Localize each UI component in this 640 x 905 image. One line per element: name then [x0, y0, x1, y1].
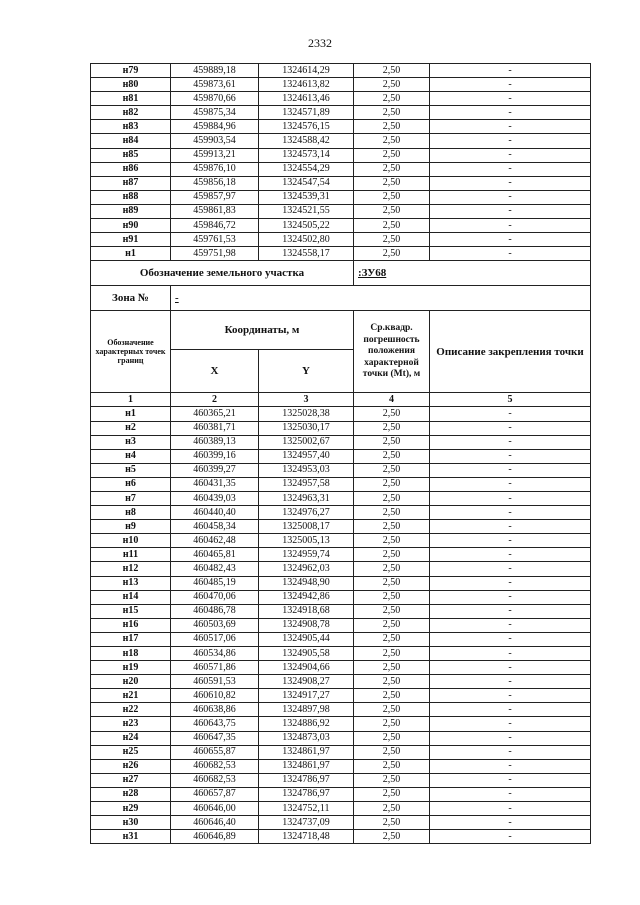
coord-x: 459873,61: [171, 78, 259, 92]
header-point-designation: Обозначение характерных точек границ: [95, 338, 166, 366]
table-row: [91, 162, 591, 176]
fixation-desc: -: [430, 590, 591, 604]
header-num: 3: [259, 393, 354, 407]
table-row: [91, 233, 591, 247]
error-value: 2,50: [354, 162, 430, 176]
point-id: н83: [91, 120, 171, 134]
fixation-desc: -: [430, 463, 591, 477]
table-row: [91, 703, 591, 717]
header-num: 2: [171, 393, 259, 407]
coord-y: 1324588,42: [259, 134, 354, 148]
error-value: 2,50: [354, 491, 430, 505]
point-id: н15: [91, 604, 171, 618]
coord-y: 1324897,98: [259, 703, 354, 717]
parcel-value: :ЗУ68: [358, 267, 387, 280]
fixation-desc: -: [430, 787, 591, 801]
point-id: н27: [91, 773, 171, 787]
error-value: 2,50: [354, 449, 430, 463]
point-id: н13: [91, 576, 171, 590]
error-value: 2,50: [354, 661, 430, 675]
fixation-desc: -: [430, 491, 591, 505]
coord-y: 1324861,97: [259, 759, 354, 773]
point-id: н1: [91, 407, 171, 421]
coord-y: 1324521,55: [259, 204, 354, 218]
coordinates-table: [90, 63, 591, 844]
error-value: 2,50: [354, 717, 430, 731]
point-id: н10: [91, 534, 171, 548]
point-id: н85: [91, 148, 171, 162]
table-row: [91, 506, 591, 520]
error-value: 2,50: [354, 745, 430, 759]
table-row: [91, 204, 591, 218]
table-row: [91, 190, 591, 204]
header-num: 5: [430, 393, 591, 407]
point-id: н31: [91, 830, 171, 844]
point-id: н18: [91, 647, 171, 661]
point-id: н12: [91, 562, 171, 576]
fixation-desc: -: [430, 204, 591, 218]
error-value: 2,50: [354, 120, 430, 134]
fixation-desc: -: [430, 247, 591, 261]
fixation-desc: -: [430, 120, 591, 134]
table-row: [91, 731, 591, 745]
point-id: н8: [91, 506, 171, 520]
fixation-desc: -: [430, 92, 591, 106]
header-num: 4: [354, 393, 430, 407]
error-value: 2,50: [354, 477, 430, 491]
header-y: Y: [259, 350, 354, 393]
coord-x: 460389,13: [171, 435, 259, 449]
parcel-row: [91, 261, 591, 286]
error-value: 2,50: [354, 576, 430, 590]
coord-y: 1324614,29: [259, 64, 354, 78]
fixation-desc: -: [430, 717, 591, 731]
coord-y: 1324959,74: [259, 548, 354, 562]
table-row: [91, 717, 591, 731]
point-id: н88: [91, 190, 171, 204]
table-row: [91, 407, 591, 421]
error-value: 2,50: [354, 534, 430, 548]
coord-x: 460655,87: [171, 745, 259, 759]
coord-y: 1325002,67: [259, 435, 354, 449]
table-row: [91, 745, 591, 759]
table-row: [91, 618, 591, 632]
coord-y: 1324786,97: [259, 787, 354, 801]
coord-x: 460571,86: [171, 661, 259, 675]
error-value: 2,50: [354, 604, 430, 618]
fixation-desc: -: [430, 745, 591, 759]
coord-y: 1325028,38: [259, 407, 354, 421]
coord-x: 460517,06: [171, 632, 259, 646]
coord-y: 1324905,44: [259, 632, 354, 646]
coord-y: 1324547,54: [259, 176, 354, 190]
fixation-desc: -: [430, 449, 591, 463]
error-value: 2,50: [354, 816, 430, 830]
error-value: 2,50: [354, 176, 430, 190]
coord-x: 459751,98: [171, 247, 259, 261]
error-value: 2,50: [354, 78, 430, 92]
coord-y: 1325005,13: [259, 534, 354, 548]
error-value: 2,50: [354, 675, 430, 689]
coord-x: 459903,54: [171, 134, 259, 148]
table-row: [91, 548, 591, 562]
point-id: н25: [91, 745, 171, 759]
table-row: [91, 802, 591, 816]
coord-y: 1324786,97: [259, 773, 354, 787]
coord-y: 1324718,48: [259, 830, 354, 844]
error-value: 2,50: [354, 204, 430, 218]
point-id: н19: [91, 661, 171, 675]
table-row: [91, 661, 591, 675]
error-value: 2,50: [354, 190, 430, 204]
point-id: н26: [91, 759, 171, 773]
table-row: [91, 92, 591, 106]
coord-x: 460440,40: [171, 506, 259, 520]
table-row: [91, 64, 591, 78]
header-fixation: Описание закрепления точки: [430, 311, 591, 393]
error-value: 2,50: [354, 233, 430, 247]
coord-x: 459861,83: [171, 204, 259, 218]
coord-x: 460485,19: [171, 576, 259, 590]
coord-y: 1324502,80: [259, 233, 354, 247]
error-value: 2,50: [354, 802, 430, 816]
point-id: н79: [91, 64, 171, 78]
fixation-desc: -: [430, 816, 591, 830]
main-rows: [91, 407, 591, 844]
coord-y: 1324953,03: [259, 463, 354, 477]
coord-x: 459857,97: [171, 190, 259, 204]
header-numbers: [91, 393, 591, 407]
point-id: н89: [91, 204, 171, 218]
coord-y: 1324554,29: [259, 162, 354, 176]
error-value: 2,50: [354, 506, 430, 520]
table-row: [91, 534, 591, 548]
table-row: [91, 78, 591, 92]
error-value: 2,50: [354, 590, 430, 604]
coord-y: 1324963,31: [259, 491, 354, 505]
zone-row: [91, 286, 591, 311]
error-value: 2,50: [354, 463, 430, 477]
table-row: [91, 590, 591, 604]
table-row: [91, 647, 591, 661]
coord-y: 1324558,17: [259, 247, 354, 261]
fixation-desc: -: [430, 148, 591, 162]
coord-x: 460646,00: [171, 802, 259, 816]
point-id: н6: [91, 477, 171, 491]
point-id: н28: [91, 787, 171, 801]
table-row: [91, 562, 591, 576]
coord-x: 460482,43: [171, 562, 259, 576]
coord-y: 1324737,09: [259, 816, 354, 830]
error-value: 2,50: [354, 703, 430, 717]
error-value: 2,50: [354, 421, 430, 435]
table-row: [91, 576, 591, 590]
fixation-desc: -: [430, 190, 591, 204]
coord-x: 459913,21: [171, 148, 259, 162]
coord-x: 459876,10: [171, 162, 259, 176]
error-value: 2,50: [354, 106, 430, 120]
table-row: [91, 830, 591, 844]
coord-y: 1324905,58: [259, 647, 354, 661]
error-value: 2,50: [354, 148, 430, 162]
point-id: н86: [91, 162, 171, 176]
coord-y: 1324908,78: [259, 618, 354, 632]
coord-y: 1324539,31: [259, 190, 354, 204]
point-id: н9: [91, 520, 171, 534]
coord-y: 1324573,14: [259, 148, 354, 162]
point-id: н1: [91, 247, 171, 261]
error-value: 2,50: [354, 64, 430, 78]
fixation-desc: -: [430, 689, 591, 703]
point-id: н90: [91, 219, 171, 233]
point-id: н3: [91, 435, 171, 449]
fixation-desc: -: [430, 632, 591, 646]
coord-y: 1325030,17: [259, 421, 354, 435]
fixation-desc: -: [430, 435, 591, 449]
fixation-desc: -: [430, 506, 591, 520]
table-row: [91, 449, 591, 463]
error-value: 2,50: [354, 548, 430, 562]
fixation-desc: -: [430, 134, 591, 148]
zone-label: Зона №: [91, 286, 171, 311]
fixation-desc: -: [430, 802, 591, 816]
fixation-desc: -: [430, 647, 591, 661]
point-id: н17: [91, 632, 171, 646]
fixation-desc: -: [430, 548, 591, 562]
fixation-desc: -: [430, 773, 591, 787]
error-value: 2,50: [354, 407, 430, 421]
point-id: н21: [91, 689, 171, 703]
coord-x: 460458,34: [171, 520, 259, 534]
coord-x: 460470,06: [171, 590, 259, 604]
table-row: [91, 120, 591, 134]
error-value: 2,50: [354, 787, 430, 801]
coord-x: 460682,53: [171, 759, 259, 773]
point-id: н14: [91, 590, 171, 604]
point-id: н22: [91, 703, 171, 717]
table-row: [91, 148, 591, 162]
coord-y: 1324613,82: [259, 78, 354, 92]
table-row: [91, 675, 591, 689]
error-value: 2,50: [354, 219, 430, 233]
header-num: 1: [91, 393, 171, 407]
table-row: [91, 219, 591, 233]
point-id: н91: [91, 233, 171, 247]
table-row: [91, 463, 591, 477]
point-id: н24: [91, 731, 171, 745]
fixation-desc: -: [430, 703, 591, 717]
coord-x: 459761,53: [171, 233, 259, 247]
coord-y: 1324613,46: [259, 92, 354, 106]
error-value: 2,50: [354, 92, 430, 106]
error-value: 2,50: [354, 435, 430, 449]
table-row: [91, 247, 591, 261]
coord-x: 460381,71: [171, 421, 259, 435]
coord-x: 459856,18: [171, 176, 259, 190]
error-value: 2,50: [354, 731, 430, 745]
coord-y: 1324576,15: [259, 120, 354, 134]
coord-x: 460682,53: [171, 773, 259, 787]
table-row: [91, 759, 591, 773]
point-id: н5: [91, 463, 171, 477]
coord-x: 460646,89: [171, 830, 259, 844]
coord-x: 460399,16: [171, 449, 259, 463]
coord-x: 460486,78: [171, 604, 259, 618]
point-id: н29: [91, 802, 171, 816]
table-row: [91, 816, 591, 830]
parcel-label: Обозначение земельного участка: [91, 261, 354, 286]
fixation-desc: -: [430, 562, 591, 576]
table-row: [91, 773, 591, 787]
point-id: н30: [91, 816, 171, 830]
table-row: [91, 421, 591, 435]
top-rows: [91, 64, 591, 261]
coord-y: 1324917,27: [259, 689, 354, 703]
coord-x: 460647,35: [171, 731, 259, 745]
coord-x: 460503,69: [171, 618, 259, 632]
point-id: н4: [91, 449, 171, 463]
error-value: 2,50: [354, 520, 430, 534]
table-row: [91, 604, 591, 618]
table-header: [91, 311, 591, 407]
point-id: н2: [91, 421, 171, 435]
coord-y: 1324957,40: [259, 449, 354, 463]
table-row: [91, 520, 591, 534]
header-x: X: [171, 350, 259, 393]
coord-x: 460591,53: [171, 675, 259, 689]
table-row: [91, 787, 591, 801]
coord-x: 459884,96: [171, 120, 259, 134]
error-value: 2,50: [354, 632, 430, 646]
fixation-desc: -: [430, 78, 591, 92]
coord-y: 1324861,97: [259, 745, 354, 759]
error-value: 2,50: [354, 647, 430, 661]
coord-y: 1324571,89: [259, 106, 354, 120]
header-coordinates: Координаты, м: [171, 311, 354, 350]
fixation-desc: -: [430, 477, 591, 491]
coord-y: 1324752,11: [259, 802, 354, 816]
point-id: н80: [91, 78, 171, 92]
error-value: 2,50: [354, 134, 430, 148]
fixation-desc: -: [430, 576, 591, 590]
table-row: [91, 632, 591, 646]
coord-y: 1324873,03: [259, 731, 354, 745]
fixation-desc: -: [430, 176, 591, 190]
fixation-desc: -: [430, 520, 591, 534]
coord-y: 1324886,92: [259, 717, 354, 731]
point-id: н82: [91, 106, 171, 120]
point-id: н87: [91, 176, 171, 190]
point-id: н84: [91, 134, 171, 148]
coord-x: 460439,03: [171, 491, 259, 505]
coord-x: 459870,66: [171, 92, 259, 106]
coord-y: 1324505,22: [259, 219, 354, 233]
coord-y: 1324948,90: [259, 576, 354, 590]
coord-x: 460646,40: [171, 816, 259, 830]
table-row: [91, 435, 591, 449]
fixation-desc: -: [430, 731, 591, 745]
coord-x: 460399,27: [171, 463, 259, 477]
parcel-section: [91, 261, 591, 311]
coord-x: 460657,87: [171, 787, 259, 801]
error-value: 2,50: [354, 830, 430, 844]
fixation-desc: -: [430, 407, 591, 421]
coord-y: 1324976,27: [259, 506, 354, 520]
table-row: [91, 106, 591, 120]
fixation-desc: -: [430, 421, 591, 435]
coord-y: 1324957,58: [259, 477, 354, 491]
point-id: н11: [91, 548, 171, 562]
coord-x: 460638,86: [171, 703, 259, 717]
table-row: [91, 134, 591, 148]
point-id: н81: [91, 92, 171, 106]
header-error: Ср.квадр. погрешность положения характерной точки (Мt), м: [362, 323, 421, 380]
fixation-desc: -: [430, 106, 591, 120]
coord-x: 460465,81: [171, 548, 259, 562]
coord-x: 460534,86: [171, 647, 259, 661]
error-value: 2,50: [354, 618, 430, 632]
fixation-desc: -: [430, 759, 591, 773]
fixation-desc: -: [430, 64, 591, 78]
coord-y: 1325008,17: [259, 520, 354, 534]
coord-x: 460462,48: [171, 534, 259, 548]
coord-x: 460643,75: [171, 717, 259, 731]
fixation-desc: -: [430, 618, 591, 632]
fixation-desc: -: [430, 162, 591, 176]
fixation-desc: -: [430, 534, 591, 548]
coord-y: 1324904,66: [259, 661, 354, 675]
coord-y: 1324908,27: [259, 675, 354, 689]
point-id: н7: [91, 491, 171, 505]
coord-y: 1324918,68: [259, 604, 354, 618]
error-value: 2,50: [354, 562, 430, 576]
table-row: [91, 477, 591, 491]
coord-x: 459875,34: [171, 106, 259, 120]
error-value: 2,50: [354, 759, 430, 773]
point-id: н23: [91, 717, 171, 731]
error-value: 2,50: [354, 247, 430, 261]
fixation-desc: -: [430, 219, 591, 233]
fixation-desc: -: [430, 675, 591, 689]
coord-x: 459889,18: [171, 64, 259, 78]
coord-x: 460365,21: [171, 407, 259, 421]
error-value: 2,50: [354, 773, 430, 787]
coord-x: 460431,35: [171, 477, 259, 491]
coord-x: 460610,82: [171, 689, 259, 703]
table-row: [91, 491, 591, 505]
coord-y: 1324942,86: [259, 590, 354, 604]
coord-y: 1324962,03: [259, 562, 354, 576]
table-row: [91, 176, 591, 190]
fixation-desc: -: [430, 830, 591, 844]
zone-value: -: [175, 292, 179, 305]
point-id: н20: [91, 675, 171, 689]
coord-x: 459846,72: [171, 219, 259, 233]
table-row: [91, 689, 591, 703]
fixation-desc: -: [430, 604, 591, 618]
fixation-desc: -: [430, 233, 591, 247]
fixation-desc: -: [430, 661, 591, 675]
page-number: 2332: [308, 36, 332, 50]
point-id: н16: [91, 618, 171, 632]
error-value: 2,50: [354, 689, 430, 703]
